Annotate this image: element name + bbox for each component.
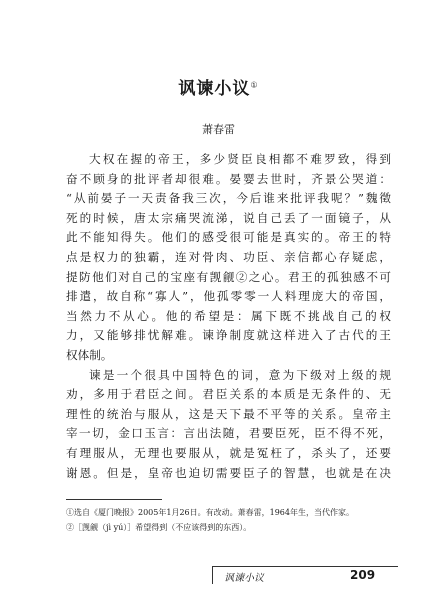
paragraph-line: 当然力不从心。他的希望是：属下既不挑战自己的权: [66, 308, 391, 323]
paragraph-line: 有理服从，无理也要服从，就是冤枉了，杀头了，还要: [66, 445, 391, 460]
title-footnote-marker: ①: [250, 80, 259, 90]
paragraph-line: 谏是一个很具中国特色的词，意为下级对上级的规: [89, 367, 391, 382]
paragraph-line: 宰一切，金口玉言：言出法随，君要臣死，臣不得不死，: [66, 426, 391, 441]
page-number: 209: [350, 568, 376, 582]
footnotes: [66, 505, 396, 535]
paragraph-line: 排遣，故自称“寡人”，他孤零零一人料理庞大的帝国，: [66, 289, 391, 304]
paragraph-line: 权体制。: [66, 347, 113, 362]
paragraph-line: 力，又能够排忧解难。谏诤制度就这样进入了古代的王: [66, 328, 391, 343]
paragraph-line: 点是权力的独霸，连对骨肉、功臣、亲信都心存疑虑，: [66, 249, 391, 264]
paragraph-line: 谢恩。但是，皇帝也迫切需要臣子的智慧，也就是在决: [66, 465, 391, 480]
paragraph-line: 劝，多用于君臣之间。君臣关系的本质是无条件的、无: [66, 387, 391, 402]
footer-divider-tick: [212, 566, 213, 584]
paragraph-line: 理性的统治与服从，这是天下最不平等的关系。皇帝主: [66, 406, 391, 421]
footnote-2: ②［觊觎（jì yú）］希望得到（不应该得到的东西）。: [66, 523, 252, 532]
paragraph-line: 奋不顾身的批评者却很难。晏婴去世时，齐景公哭道：: [66, 171, 391, 186]
footnote-divider: [66, 499, 162, 500]
paragraph-line: 此不能知得失。他们的感受很可能是真实的。帝王的特: [66, 230, 391, 245]
paragraph-line: “从前晏子一天责备我三次，今后谁来批评我呢？”魏徵: [66, 191, 391, 206]
paragraph-line: 大权在握的帝王，多少贤臣良相都不难罗致，得到: [89, 152, 391, 166]
article-title: [0, 74, 437, 99]
paragraph-line: 提防他们对自己的宝座有觊觎②之心。君王的孤独感不可: [66, 269, 391, 284]
author-name: 萧春雷: [202, 123, 235, 136]
footnote-1: ①选自《厦门晚报》2005年1月26日。有改动。萧春雷，1964年生，当代作家。: [66, 508, 354, 517]
paragraph-line: 死的时候，唐太宗痛哭流涕，说自己丢了一面镜子，从: [66, 210, 391, 225]
footer-divider: [212, 566, 398, 567]
title-text: 讽谏小议: [178, 79, 251, 99]
running-head: 讽谏小议: [224, 573, 264, 584]
article-body: [66, 150, 391, 483]
